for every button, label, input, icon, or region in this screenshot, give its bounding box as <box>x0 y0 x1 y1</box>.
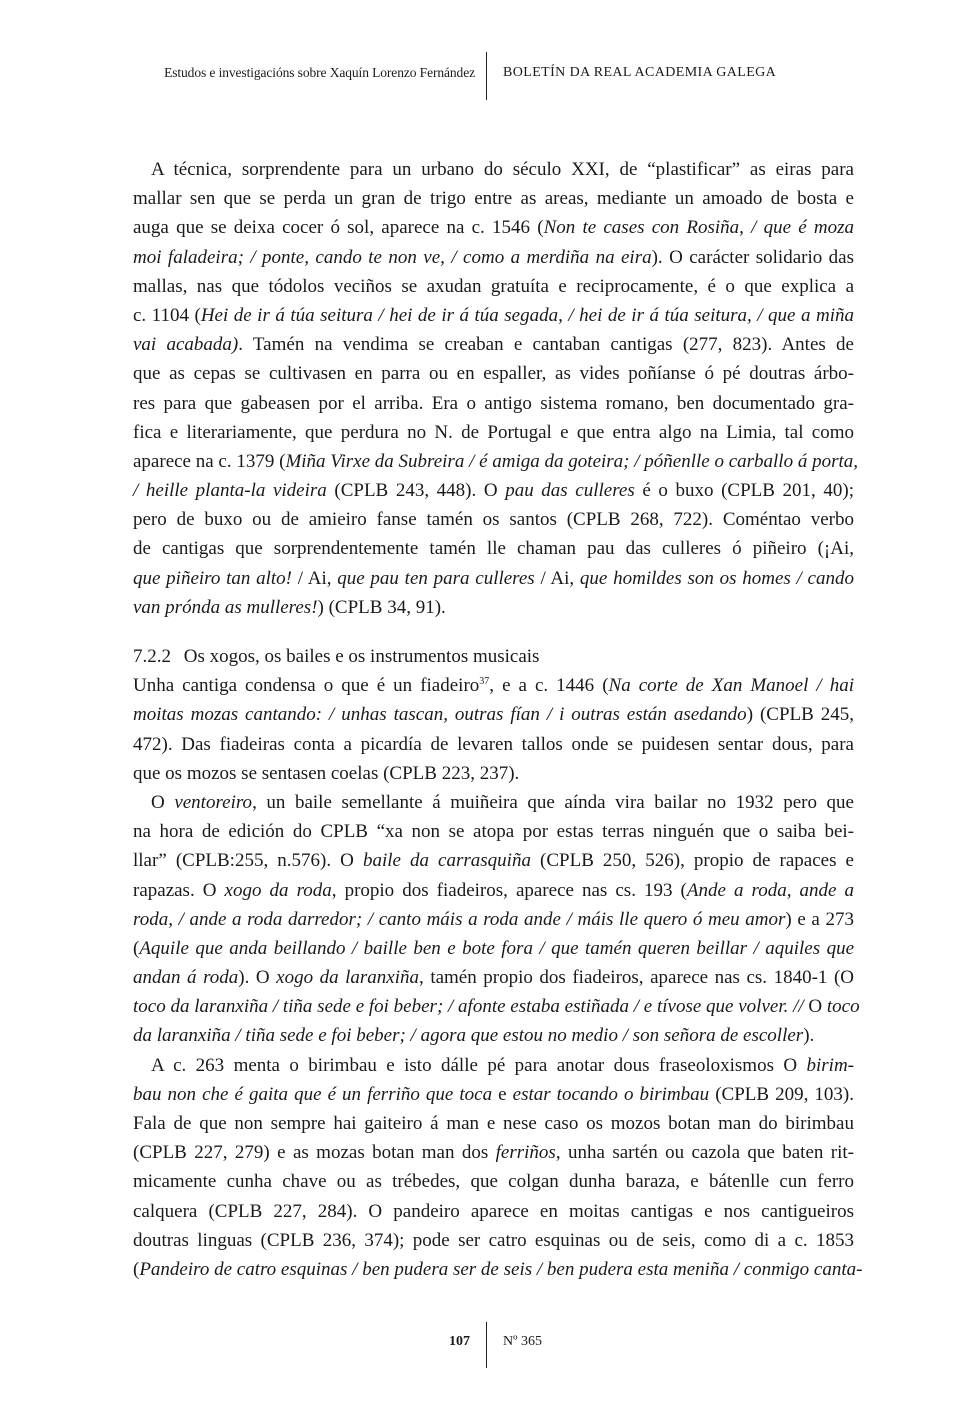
text-line: bau non che é gaita que é un ferriño que toca e estar tocando o birimbau (CPLB 209, 103). <box>133 1083 854 1105</box>
text-line: de cantigas que sorprendentemente tamén lle chaman pau das culleres ó piñeiro (¡Ai, <box>133 538 854 560</box>
text-line: que as cepas se cultivasen en parra ou en espaller, as vides poñíanse ó pé doutras árbo- <box>133 363 854 385</box>
page-number: 107 <box>449 1334 470 1349</box>
header-article-title: Estudos e investigacións sobre Xaquín Lorenzo Fernández <box>164 65 475 80</box>
text-line: que piñeiro tan alto! / Ai, que pau ten para culleres / Ai, que homildes son os homes / cando <box>133 567 854 589</box>
text-line: auga que se deixa cocer ó sol, aparece na c. 1546 (Non te cases con Rosiña, / que é moza <box>133 217 854 239</box>
text-line: na hora de edición do CPLB “xa non se atopa por estas terras ninguén que o saiba bei- <box>133 821 854 843</box>
text-line: Unha cantiga condensa o que é un fiadeiro$^{37}$, e a c. 1446 (Na corte de Xan Manoel / hai <box>133 675 854 697</box>
text-line: Fala de que non sempre hai gaiteiro á man e nese caso os mozos botan man do birimbau <box>133 1113 854 1134</box>
paragraph <box>133 155 859 622</box>
section-title: Os xogos, os bailes e os instrumentos musicais <box>183 646 540 667</box>
text-line: llar” (CPLB:255, n.576). O baile da carrasquiña (CPLB 250, 526), propio de rapaces e <box>133 850 854 872</box>
text-line: A técnica, sorprendente para un urbano do século XXI, de “plastificar” as eiras para <box>151 159 854 180</box>
text-line: A c. 263 menta o birimbau e isto dálle pé para anotar dous fraseoloxismos O birim- <box>151 1054 854 1076</box>
text-line: (CPLB 227, 279) e as mozas botan man dos ferriños, unha sartén ou cazola que baten rit- <box>133 1142 854 1164</box>
section-number: 7.2.2 <box>133 646 171 667</box>
text-line: O ventoreiro, un baile semellante á muiñeira que aínda vira bailar no 1932 pero que <box>151 791 854 813</box>
text-line: fica e literariamente, que perdura no N. de Portugal e que entra algo na Limia, tal como <box>133 421 854 443</box>
text-line: roda, / ande a roda darredor; / canto máis a roda ande / máis lle quero ó meu amor) e a 273 <box>133 908 854 930</box>
header-divider <box>486 52 487 100</box>
text-line: que os mozos se sentasen coelas (CPLB 223, 237). <box>133 762 520 784</box>
section-paragraphs <box>133 671 863 1284</box>
text-line: aparece na c. 1379 (Miña Virxe da Subreira / é amiga da goteira; / póñenlle o carballo á porta, <box>133 450 859 472</box>
text-line: van prónda as mulleres!) (CPLB 34, 91). <box>133 596 446 618</box>
text-line: / heille planta-la videira (CPLB 243, 448). O pau das culleres é o buxo (CPLB 201, 40); <box>133 480 854 502</box>
text-line: doutras linguas (CPLB 236, 374); pode ser catro esquinas ou de seis, como di a c. 1853 <box>133 1229 854 1251</box>
text-line: vai acabada). Tamén na vendima se creaban e cantaban cantigas (277, 823). Antes de <box>133 334 854 356</box>
text-line: rapazas. O xogo da roda, propio dos fiadeiros, aparece nas cs. 193 (Ande a roda, ande a <box>133 879 854 901</box>
paragraph <box>133 1051 863 1285</box>
text-line: moi faladeira; / ponte, cando te non ve, / como a merdiña na eira). O carácter solidario das <box>133 246 855 268</box>
text-line: toco da laranxiña / tiña sede e foi beber; / afonte estaba estiñada / e tívose que volver. // O toco <box>133 996 860 1018</box>
running-header <box>0 52 975 100</box>
text-line: 472). Das fiadeiras conta a picardía de levaren tallos onde se puidesen sentar dous, para <box>133 733 854 755</box>
running-footer <box>0 1322 975 1368</box>
text-line: c. 1104 (Hei de ir á túa seitura / hei de ir á túa segada, / hei de ir á túa seitura, / que a miña <box>133 304 854 326</box>
text-line: pero de buxo ou de amieiro fanse tamén os santos (CPLB 268, 722). Coméntao verbo <box>133 509 854 531</box>
section-heading <box>133 642 854 671</box>
text-line: mallar sen que se perda un gran de trigo entre as areas, mediante un amoado de bosta e <box>133 188 854 210</box>
header-journal-title: BOLETÍN DA REAL ACADEMIA GALEGA <box>503 65 777 80</box>
text-line: andan á roda). O xogo da laranxiña, tamén propio dos fiadeiros, aparece nas cs. 1840-1 (O <box>133 967 854 989</box>
text-line: calquera (CPLB 227, 284). O pandeiro aparece en moitas cantigas e nos cantigueiros <box>133 1200 854 1222</box>
text-line: mallas, nas que tódolos veciños se axudan gratuíta e reciprocamente, é o que explica a <box>133 275 854 297</box>
text-line: micamente cunha chave ou as trébedes, que colgan dunha baraza, e bátenlle cun ferro <box>133 1171 854 1193</box>
paragraph <box>133 788 860 1051</box>
intro-paragraphs <box>133 155 859 622</box>
issue-number: Nº 365 <box>503 1334 542 1349</box>
text-line: (Pandeiro de catro esquinas / ben pudera ser de seis / ben pudera esta meniña / conmigo canta- <box>133 1258 863 1280</box>
text-line: (Aquile que anda beillando / baille ben e bote fora / que tamén queren beillar / aquiles que <box>133 937 854 959</box>
article-body <box>133 155 863 1284</box>
text-line: res para que gabeasen por el arriba. Era o antigo sistema romano, ben documentado gra- <box>133 392 854 414</box>
text-line: da laranxiña / tiña sede e foi beber; / agora que estou no medio / son señora de escoller). <box>133 1025 815 1047</box>
text-line: moitas mozas cantando: / unhas tascan, outras fían / i outras están asedando) (CPLB 245, <box>133 704 854 726</box>
footer-divider <box>486 1322 487 1368</box>
paragraph <box>133 671 854 788</box>
